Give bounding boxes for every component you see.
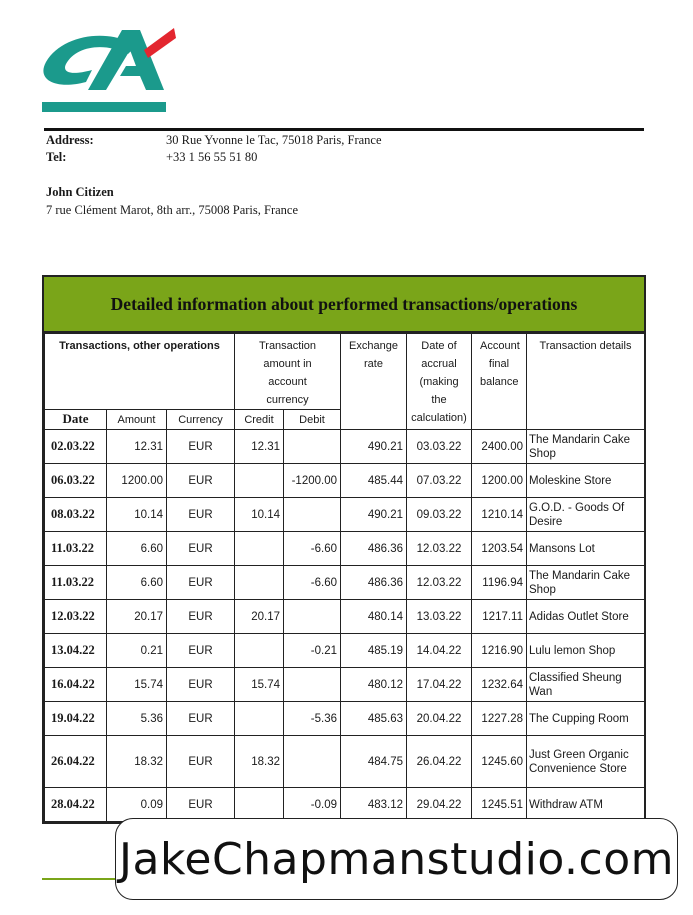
cell-balance: 1227.28 (472, 702, 527, 736)
cell-accrual-date: 13.03.22 (407, 600, 472, 634)
cell-balance: 1196.94 (472, 566, 527, 600)
cell-credit: 15.74 (235, 668, 284, 702)
cell-debit: -6.60 (284, 532, 341, 566)
cell-accrual-date: 26.04.22 (407, 736, 472, 788)
cell-accrual-date: 14.04.22 (407, 634, 472, 668)
cell-credit: 12.31 (235, 430, 284, 464)
cell-date: 06.03.22 (45, 464, 107, 498)
cell-details: The Cupping Room (527, 702, 645, 736)
cell-balance: 1203.54 (472, 532, 527, 566)
cell-credit: 10.14 (235, 498, 284, 532)
table-row (45, 788, 645, 822)
cell-currency: EUR (167, 600, 235, 634)
tel-value: +33 1 56 55 51 80 (166, 150, 258, 164)
cell-balance: 2400.00 (472, 430, 527, 464)
transactions-table (44, 333, 645, 822)
cell-currency: EUR (167, 498, 235, 532)
table-row (45, 702, 645, 736)
cell-details: Just Green Organic Convenience Store (527, 736, 645, 788)
cell-date: 11.03.22 (45, 532, 107, 566)
cell-credit: 18.32 (235, 736, 284, 788)
cell-accrual-date: 12.03.22 (407, 566, 472, 600)
cell-currency: EUR (167, 430, 235, 464)
cell-details: Lulu lemon Shop (527, 634, 645, 668)
cell-accrual-date: 03.03.22 (407, 430, 472, 464)
cell-amount: 20.17 (107, 600, 167, 634)
cell-details: Withdraw ATM (527, 788, 645, 822)
cell-currency: EUR (167, 634, 235, 668)
cell-amount: 5.36 (107, 702, 167, 736)
cell-credit: 20.17 (235, 600, 284, 634)
header-exchange-rate-text: Exchange rate (349, 340, 398, 370)
address-value: 30 Rue Yvonne le Tac, 75018 Paris, France (166, 133, 382, 147)
cell-details: G.O.D. - Goods Of Desire (527, 498, 645, 532)
cell-details: Mansons Lot (527, 532, 645, 566)
header-exchange-rate (341, 334, 407, 430)
cell-currency: EUR (167, 566, 235, 600)
cell-balance: 1210.14 (472, 498, 527, 532)
cell-credit (235, 634, 284, 668)
client-name: John Citizen (46, 185, 114, 199)
cell-details: Moleskine Store (527, 464, 645, 498)
cell-date: 16.04.22 (45, 668, 107, 702)
cell-exchange-rate: 490.21 (341, 498, 407, 532)
cell-debit (284, 430, 341, 464)
cell-details: The Mandarin Cake Shop (527, 566, 645, 600)
cell-exchange-rate: 485.44 (341, 464, 407, 498)
cell-exchange-rate: 480.14 (341, 600, 407, 634)
table-row (45, 600, 645, 634)
cell-credit (235, 532, 284, 566)
cell-exchange-rate: 490.21 (341, 430, 407, 464)
cell-balance: 1217.11 (472, 600, 527, 634)
cell-amount: 6.60 (107, 566, 167, 600)
cell-date: 13.04.22 (45, 634, 107, 668)
table-row (45, 464, 645, 498)
cell-amount: 0.09 (107, 788, 167, 822)
cell-balance: 1245.51 (472, 788, 527, 822)
table-row (45, 736, 645, 788)
cell-debit: -0.21 (284, 634, 341, 668)
table-row (45, 634, 645, 668)
table-row (45, 498, 645, 532)
cell-accrual-date: 09.03.22 (407, 498, 472, 532)
table-row (45, 668, 645, 702)
cell-date: 08.03.22 (45, 498, 107, 532)
cell-exchange-rate: 485.19 (341, 634, 407, 668)
header-transaction-details: Transaction details (527, 334, 645, 430)
cell-date: 19.04.22 (45, 702, 107, 736)
cell-currency: EUR (167, 736, 235, 788)
header-accrual-date (407, 334, 472, 430)
cell-balance: 1200.00 (472, 464, 527, 498)
cell-balance: 1232.64 (472, 668, 527, 702)
cell-debit: -6.60 (284, 566, 341, 600)
transactions-section (42, 275, 646, 824)
cell-amount: 1200.00 (107, 464, 167, 498)
cell-date: 02.03.22 (45, 430, 107, 464)
cell-accrual-date: 17.04.22 (407, 668, 472, 702)
header-transactions-group: Transactions, other operations (45, 334, 235, 410)
transactions-title: Detailed information about performed transactions/operations (44, 277, 644, 333)
cell-details: The Mandarin Cake Shop (527, 430, 645, 464)
cell-accrual-date: 20.04.22 (407, 702, 472, 736)
bank-logo (40, 26, 180, 118)
cell-credit (235, 788, 284, 822)
cell-date: 12.03.22 (45, 600, 107, 634)
header-amount: Amount (107, 410, 167, 430)
cell-amount: 15.74 (107, 668, 167, 702)
table-row (45, 532, 645, 566)
cell-currency: EUR (167, 668, 235, 702)
header-amount-group-text: Transaction amount in account currency (258, 340, 317, 406)
cell-balance: 1245.60 (472, 736, 527, 788)
cell-exchange-rate: 483.12 (341, 788, 407, 822)
cell-debit: -1200.00 (284, 464, 341, 498)
cell-currency: EUR (167, 788, 235, 822)
cell-date: 26.04.22 (45, 736, 107, 788)
cell-amount: 12.31 (107, 430, 167, 464)
header-accrual-date-text: Date of accrual (making the calculation) (411, 340, 467, 424)
cell-exchange-rate: 480.12 (341, 668, 407, 702)
cell-accrual-date: 29.04.22 (407, 788, 472, 822)
cell-credit (235, 566, 284, 600)
cell-amount: 6.60 (107, 532, 167, 566)
cell-exchange-rate: 485.63 (341, 702, 407, 736)
header-final-balance-text: Account final balance (480, 340, 520, 388)
cell-exchange-rate: 486.36 (341, 532, 407, 566)
cell-amount: 18.32 (107, 736, 167, 788)
cell-details: Classified Sheung Wan (527, 668, 645, 702)
header-rule (44, 128, 644, 131)
header-amount-group (235, 334, 341, 410)
cell-amount: 10.14 (107, 498, 167, 532)
cell-debit: -5.36 (284, 702, 341, 736)
address-label: Address: (46, 133, 94, 147)
cell-credit (235, 464, 284, 498)
cell-accrual-date: 12.03.22 (407, 532, 472, 566)
cell-currency: EUR (167, 464, 235, 498)
cell-date: 11.03.22 (45, 566, 107, 600)
header-final-balance (472, 334, 527, 430)
header-credit: Credit (235, 410, 284, 430)
table-row (45, 430, 645, 464)
table-row (45, 566, 645, 600)
cell-currency: EUR (167, 702, 235, 736)
cell-credit (235, 702, 284, 736)
cell-details: Adidas Outlet Store (527, 600, 645, 634)
cell-debit (284, 668, 341, 702)
cell-debit (284, 600, 341, 634)
cell-date: 28.04.22 (45, 788, 107, 822)
cell-debit (284, 736, 341, 788)
cell-exchange-rate: 484.75 (341, 736, 407, 788)
cell-balance: 1216.90 (472, 634, 527, 668)
tel-label: Tel: (46, 150, 67, 164)
client-address: 7 rue Clément Marot, 8th arr., 75008 Paris, France (46, 203, 299, 217)
footer-rule (42, 878, 118, 880)
cell-debit: -0.09 (284, 788, 341, 822)
cell-amount: 0.21 (107, 634, 167, 668)
watermark-banner: JakeChapmanstudio.com (115, 818, 678, 900)
cell-debit (284, 498, 341, 532)
cell-currency: EUR (167, 532, 235, 566)
cell-exchange-rate: 486.36 (341, 566, 407, 600)
header-debit: Debit (284, 410, 341, 430)
cell-accrual-date: 07.03.22 (407, 464, 472, 498)
header-date: Date (45, 410, 107, 430)
header-currency: Currency (167, 410, 235, 430)
